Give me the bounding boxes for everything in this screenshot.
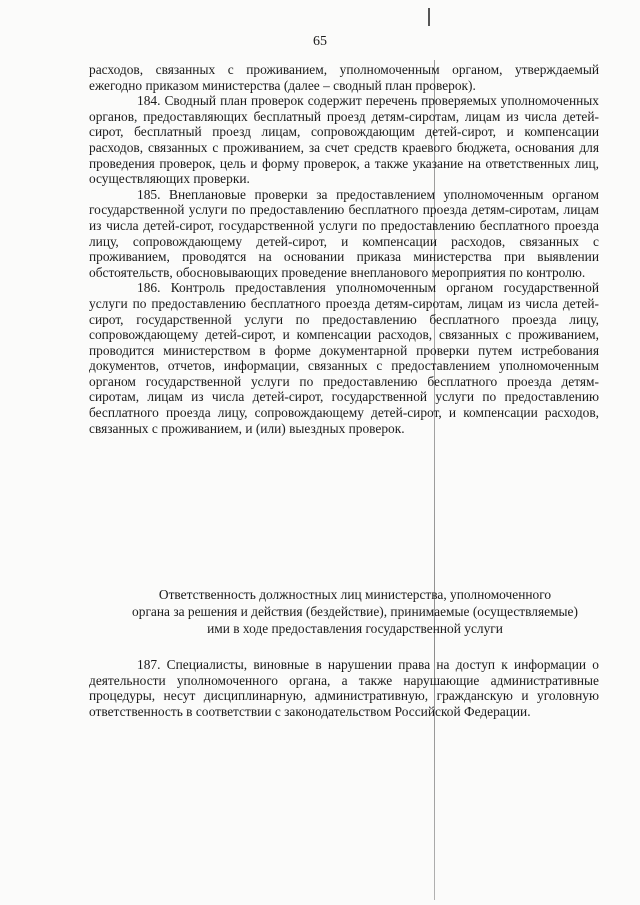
scan-artifact-line — [428, 8, 430, 26]
paragraph-184: 184. Сводный план проверок содержит перечень проверяемых уполномоченных органов, предоставляющих бесплатный проезд детям-сиротам, лицам из числа детей-сирот, бесплатный проезд лицам, сопровождающим детей-сирот, и компенсации расходов, связанных с проживанием, за счет средств краевого бюджета, основания для проведения проверок, цель и форму проверок, а также указание на ответственных лиц, осуществляющих проверки. — [89, 93, 599, 187]
paragraph-185: 185. Внеплановые проверки за предоставлением уполномоченным органом государственной услуги по предоставлению бесплатного проезда детям-сиротам, лицам из числа детей-сирот, государственной услуги по предоставлению бесплатного проезда лицу, сопровождающему детей-сирот, и компенсации расходов, связанных с проживанием, проводятся на основании приказа министерства при выявлении обстоятельств, обосновывающих проведение внепланового мероприятия по контролю. — [89, 186, 599, 280]
paragraph-continuation: расходов, связанных с проживанием, уполномоченным органом, утверждаемый ежегодно приказом министерства (далее – сводный план проверок). — [89, 62, 599, 93]
body-text-bottom — [89, 657, 599, 719]
section-heading-line: органа за решения и действия (бездействие), принимаемые (осуществляемые) — [132, 604, 578, 619]
section-heading — [110, 586, 600, 637]
paragraph-187: 187. Специалисты, виновные в нарушении права на доступ к информации о деятельности уполномоченного органа, а также нарушающие административные процедуры, несут дисциплинарную, административную, гражданскую и уголовную ответственность в соответствии с законодательством Российской Федерации. — [89, 657, 599, 719]
body-text-top — [89, 62, 599, 436]
section-heading-line: ими в ходе предоставления государственной услуги — [207, 621, 503, 636]
page-number: 65 — [313, 34, 327, 49]
section-heading-line: Ответственность должностных лиц министерства, уполномоченного — [158, 587, 552, 602]
paragraph-186: 186. Контроль предоставления уполномоченным органом государственной услуги по предоставлению бесплатного проезда детям-сиротам, лицам из числа детей-сирот, государственной услуги по предоставлению бесплатного проезда лицу, сопровождающему детей-сирот, и компенсации расходов, связанных с проживанием, проводится министерством в форме документарной проверки путем истребования документов, отчетов, информации, связанных с предоставлением уполномоченным органом государственной услуги по предоставлению бесплатного проезда детям-сиротам, лицам из числа детей-сирот, государственной услуги по предоставлению бесплатного проезда лицу, сопровождающему детей-сирот, и компенсации расходов, связанных с проживанием, и (или) выездных проверок. — [89, 280, 599, 436]
